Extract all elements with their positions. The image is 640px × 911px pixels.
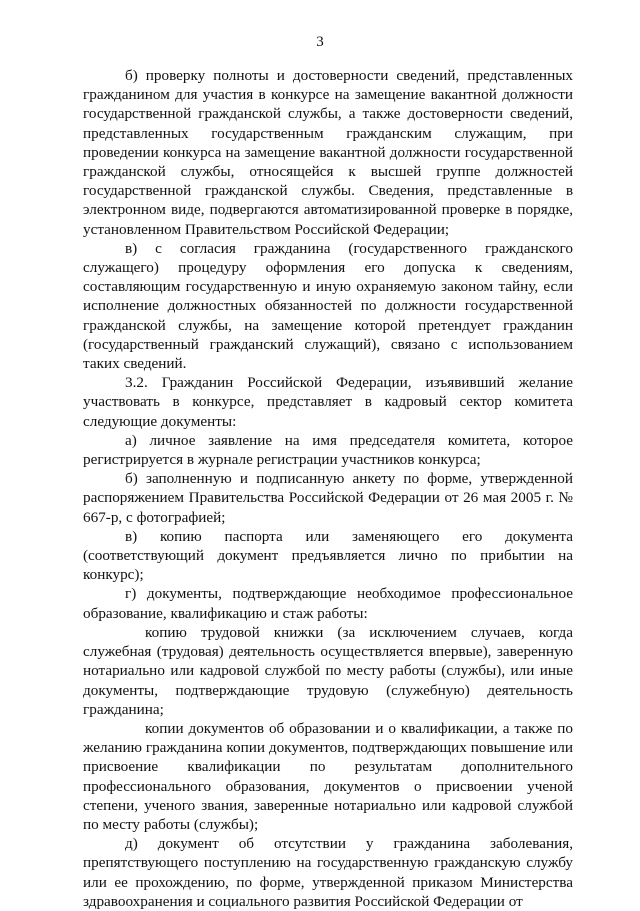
paragraph-education-copies: копии документов об образовании и о квалификации, а также по желанию гражданина копии документов, подтверждающих повышение или присвоение квалификации по результатам дополнительного профессионального образования, документов о присвоении ученой степени, ученого звания, заверенные нотариально или кадровой службой по месту работы (службы); xyxy=(83,719,573,833)
paragraph-a-application: а) личное заявление на имя председателя комитета, которое регистрируется в журнале регистрации участников конкурса; xyxy=(83,431,573,469)
page-number: 3 xyxy=(316,34,324,50)
paragraph-g-education-docs: г) документы, подтверждающие необходимое профессиональное образование, квалификацию и стаж работы: xyxy=(83,585,573,622)
paragraph-d-medical: д) документ об отсутствии у гражданина заболевания, препятствующего поступлению на государственную гражданскую службу или ее прохождению, по форме, утвержденной приказом Министерства здравоохранения и социального развития Российской Федерации от xyxy=(83,835,573,910)
paragraph-b-questionnaire: б) заполненную и подписанную анкету по форме, утвержденной распоряжением Правительства Российской Федерации от 26 мая 2005 г. № 667-р, с фотографией; xyxy=(83,470,573,526)
document-body xyxy=(83,66,573,911)
paragraph-v-passport: в) копию паспорта или заменяющего его документа (соответствующий документ предъявляется лично по прибытии на конкурс); xyxy=(83,527,573,584)
paragraph-b-verification: б) проверку полноты и достоверности сведений, представленных гражданином для участия в конкурсе на замещение вакантной должности государственной гражданской службы, а также достоверности сведений, представленных государственным гражданским служащим, при проведении конкурса на замещение вакантной должности государственной гражданской службы, относящейся к высшей группе должностей государственной гражданской службы. Сведения, представленные в электронном виде, подвергаются автоматизированной проверке в порядке, установленном Правительством Российской Федерации; xyxy=(83,67,573,238)
paragraph-work-book: копию трудовой книжки (за исключением случаев, когда служебная (трудовая) деятельность осуществляется впервые), заверенную нотариально или кадровой службой по месту работы (службы), или иные документы, подтверждающие трудовую (служебную) деятельность гражданина; xyxy=(83,623,573,718)
paragraph-3-2-documents: 3.2. Гражданин Российской Федерации, изъявивший желание участвовать в конкурсе, представляет в кадровый сектор комитета следующие документы: xyxy=(83,374,573,430)
paragraph-v-clearance: в) с согласия гражданина (государственного гражданского служащего) процедуру оформления его допуска к сведениям, составляющим государственную и иную охраняемую законом тайну, если исполнение должностных обязанностей по должности государственной гражданской службы, на замещение которой претендует гражданин (государственный гражданский служащий), связано с использованием таких сведений. xyxy=(83,239,573,373)
